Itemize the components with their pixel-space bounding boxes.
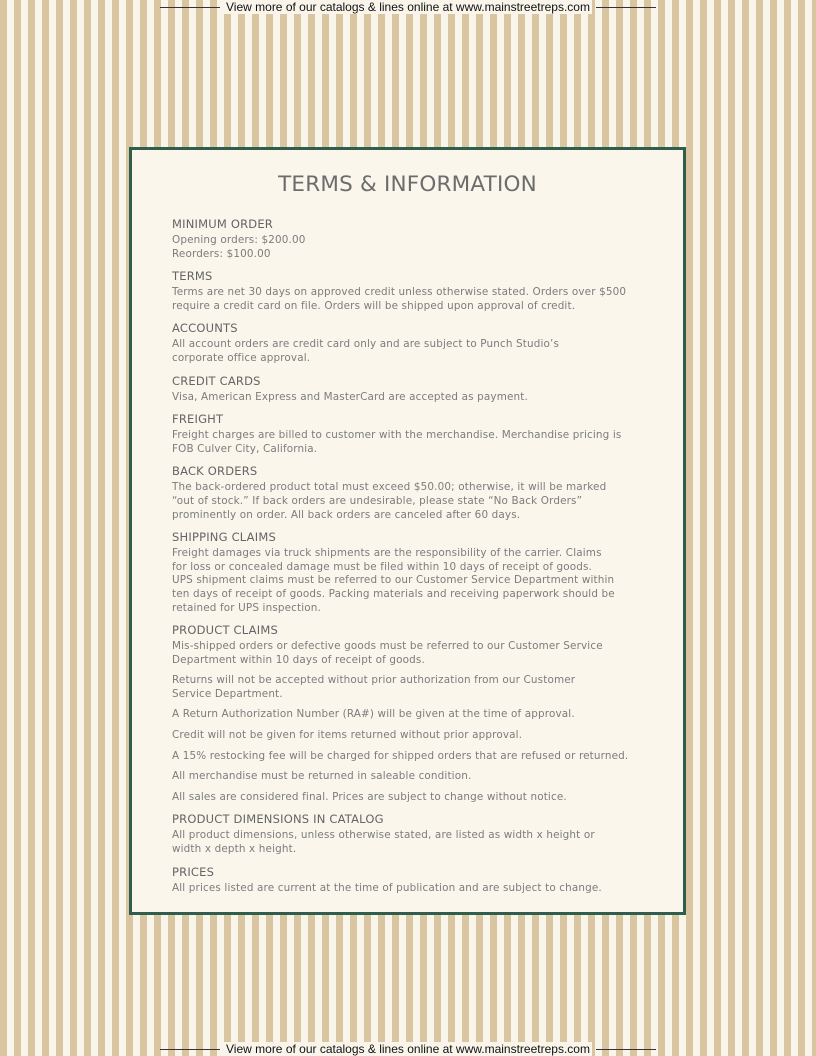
section-paragraph: Opening orders: $200.00 Reorders: $100.00 [172, 234, 306, 260]
section-heading: PRODUCT CLAIMS [172, 623, 278, 638]
section-heading: PRICES [172, 864, 215, 879]
banner-rule-right [596, 1049, 656, 1050]
section-heading: SHIPPING CLAIMS [172, 530, 276, 545]
section-heading: MINIMUM ORDER [172, 217, 273, 231]
section-paragraph: All product dimensions, unless otherwise stated, are listed as width x height or width x depth x height. [172, 829, 595, 856]
section-heading: TERMS [172, 269, 213, 284]
banner-rule-right [596, 7, 656, 8]
section-paragraph: All account orders are credit card only and are subject to Punch Studio’s corporate office approval. [172, 338, 560, 364]
terms-section [172, 374, 652, 405]
section-heading: PRODUCT DIMENSIONS IN CATALOG [172, 812, 384, 827]
section-paragraph: A 15% restocking fee will be charged for shipped orders that are refused or returned. [172, 749, 629, 762]
bottom-banner [0, 1042, 816, 1056]
bottom-banner-link[interactable]: View more of our catalogs & lines online at www.mainstreetreps.com [226, 1042, 590, 1056]
section-paragraph: Returns will not be accepted without prior authorization from our Customer Service Department. [172, 674, 576, 700]
section-paragraph: Freight charges are billed to customer with the merchandise. Merchandise pricing is FOB Culver City, California. [172, 429, 622, 455]
top-banner-inner [156, 0, 660, 14]
section-paragraph: Credit will not be given for items returned without prior approval. [172, 729, 523, 742]
terms-panel [129, 147, 686, 915]
section-paragraph: All prices listed are current at the time of publication and are subject to change. [172, 881, 602, 894]
section-paragraph: Mis-shipped orders or defective goods must be referred to our Customer Service Department within 10 days of receipt of goods. [172, 640, 603, 666]
section-paragraph: Terms are net 30 days on approved credit unless otherwise stated. Orders over $500 require a credit card on file. Orders will be shipped upon approval of credit. [172, 286, 627, 312]
terms-section [172, 865, 652, 896]
top-banner [0, 0, 816, 14]
section-paragraph: Visa, American Express and MasterCard are accepted as payment. [172, 390, 528, 403]
banner-rule-left [160, 7, 220, 8]
terms-section [172, 530, 652, 615]
page-title: TERMS & INFORMATION [278, 172, 537, 197]
section-paragraph: The back-ordered product total must exceed $50.00; otherwise, it will be marked “out of stock.” If back orders are undesirable, please state “No Back Orders” prominently on order. All back orders are canceled after 60 days. [172, 481, 607, 521]
section-heading: ACCOUNTS [172, 321, 238, 336]
terms-section [172, 269, 652, 313]
top-banner-link[interactable]: View more of our catalogs & lines online at www.mainstreetreps.com [226, 0, 590, 14]
terms-content [172, 217, 652, 903]
banner-rule-left [160, 1049, 220, 1050]
section-paragraph: All merchandise must be returned in saleable condition. [172, 770, 472, 783]
terms-section [172, 623, 652, 804]
terms-section [172, 217, 652, 261]
section-paragraph: All sales are considered final. Prices are subject to change without notice. [172, 790, 567, 803]
section-heading: FREIGHT [172, 412, 224, 427]
section-heading: CREDIT CARDS [172, 373, 261, 388]
bottom-banner-inner [156, 1042, 660, 1056]
terms-section [172, 812, 652, 856]
section-heading: BACK ORDERS [172, 464, 258, 479]
terms-section [172, 464, 652, 522]
terms-section [172, 321, 652, 365]
section-paragraph: A Return Authorization Number (RA#) will be given at the time of approval. [172, 708, 575, 721]
terms-section [172, 412, 652, 456]
section-paragraph: Freight damages via truck shipments are the responsibility of the carrier. Claims for loss or concealed damage must be filed within 10 days of receipt of goods. UPS shipment claims must be referred to our Customer Service Department within ten days of receipt of goods. Packing materials and receiving paperwork should be retained for UPS inspection. [172, 547, 615, 614]
